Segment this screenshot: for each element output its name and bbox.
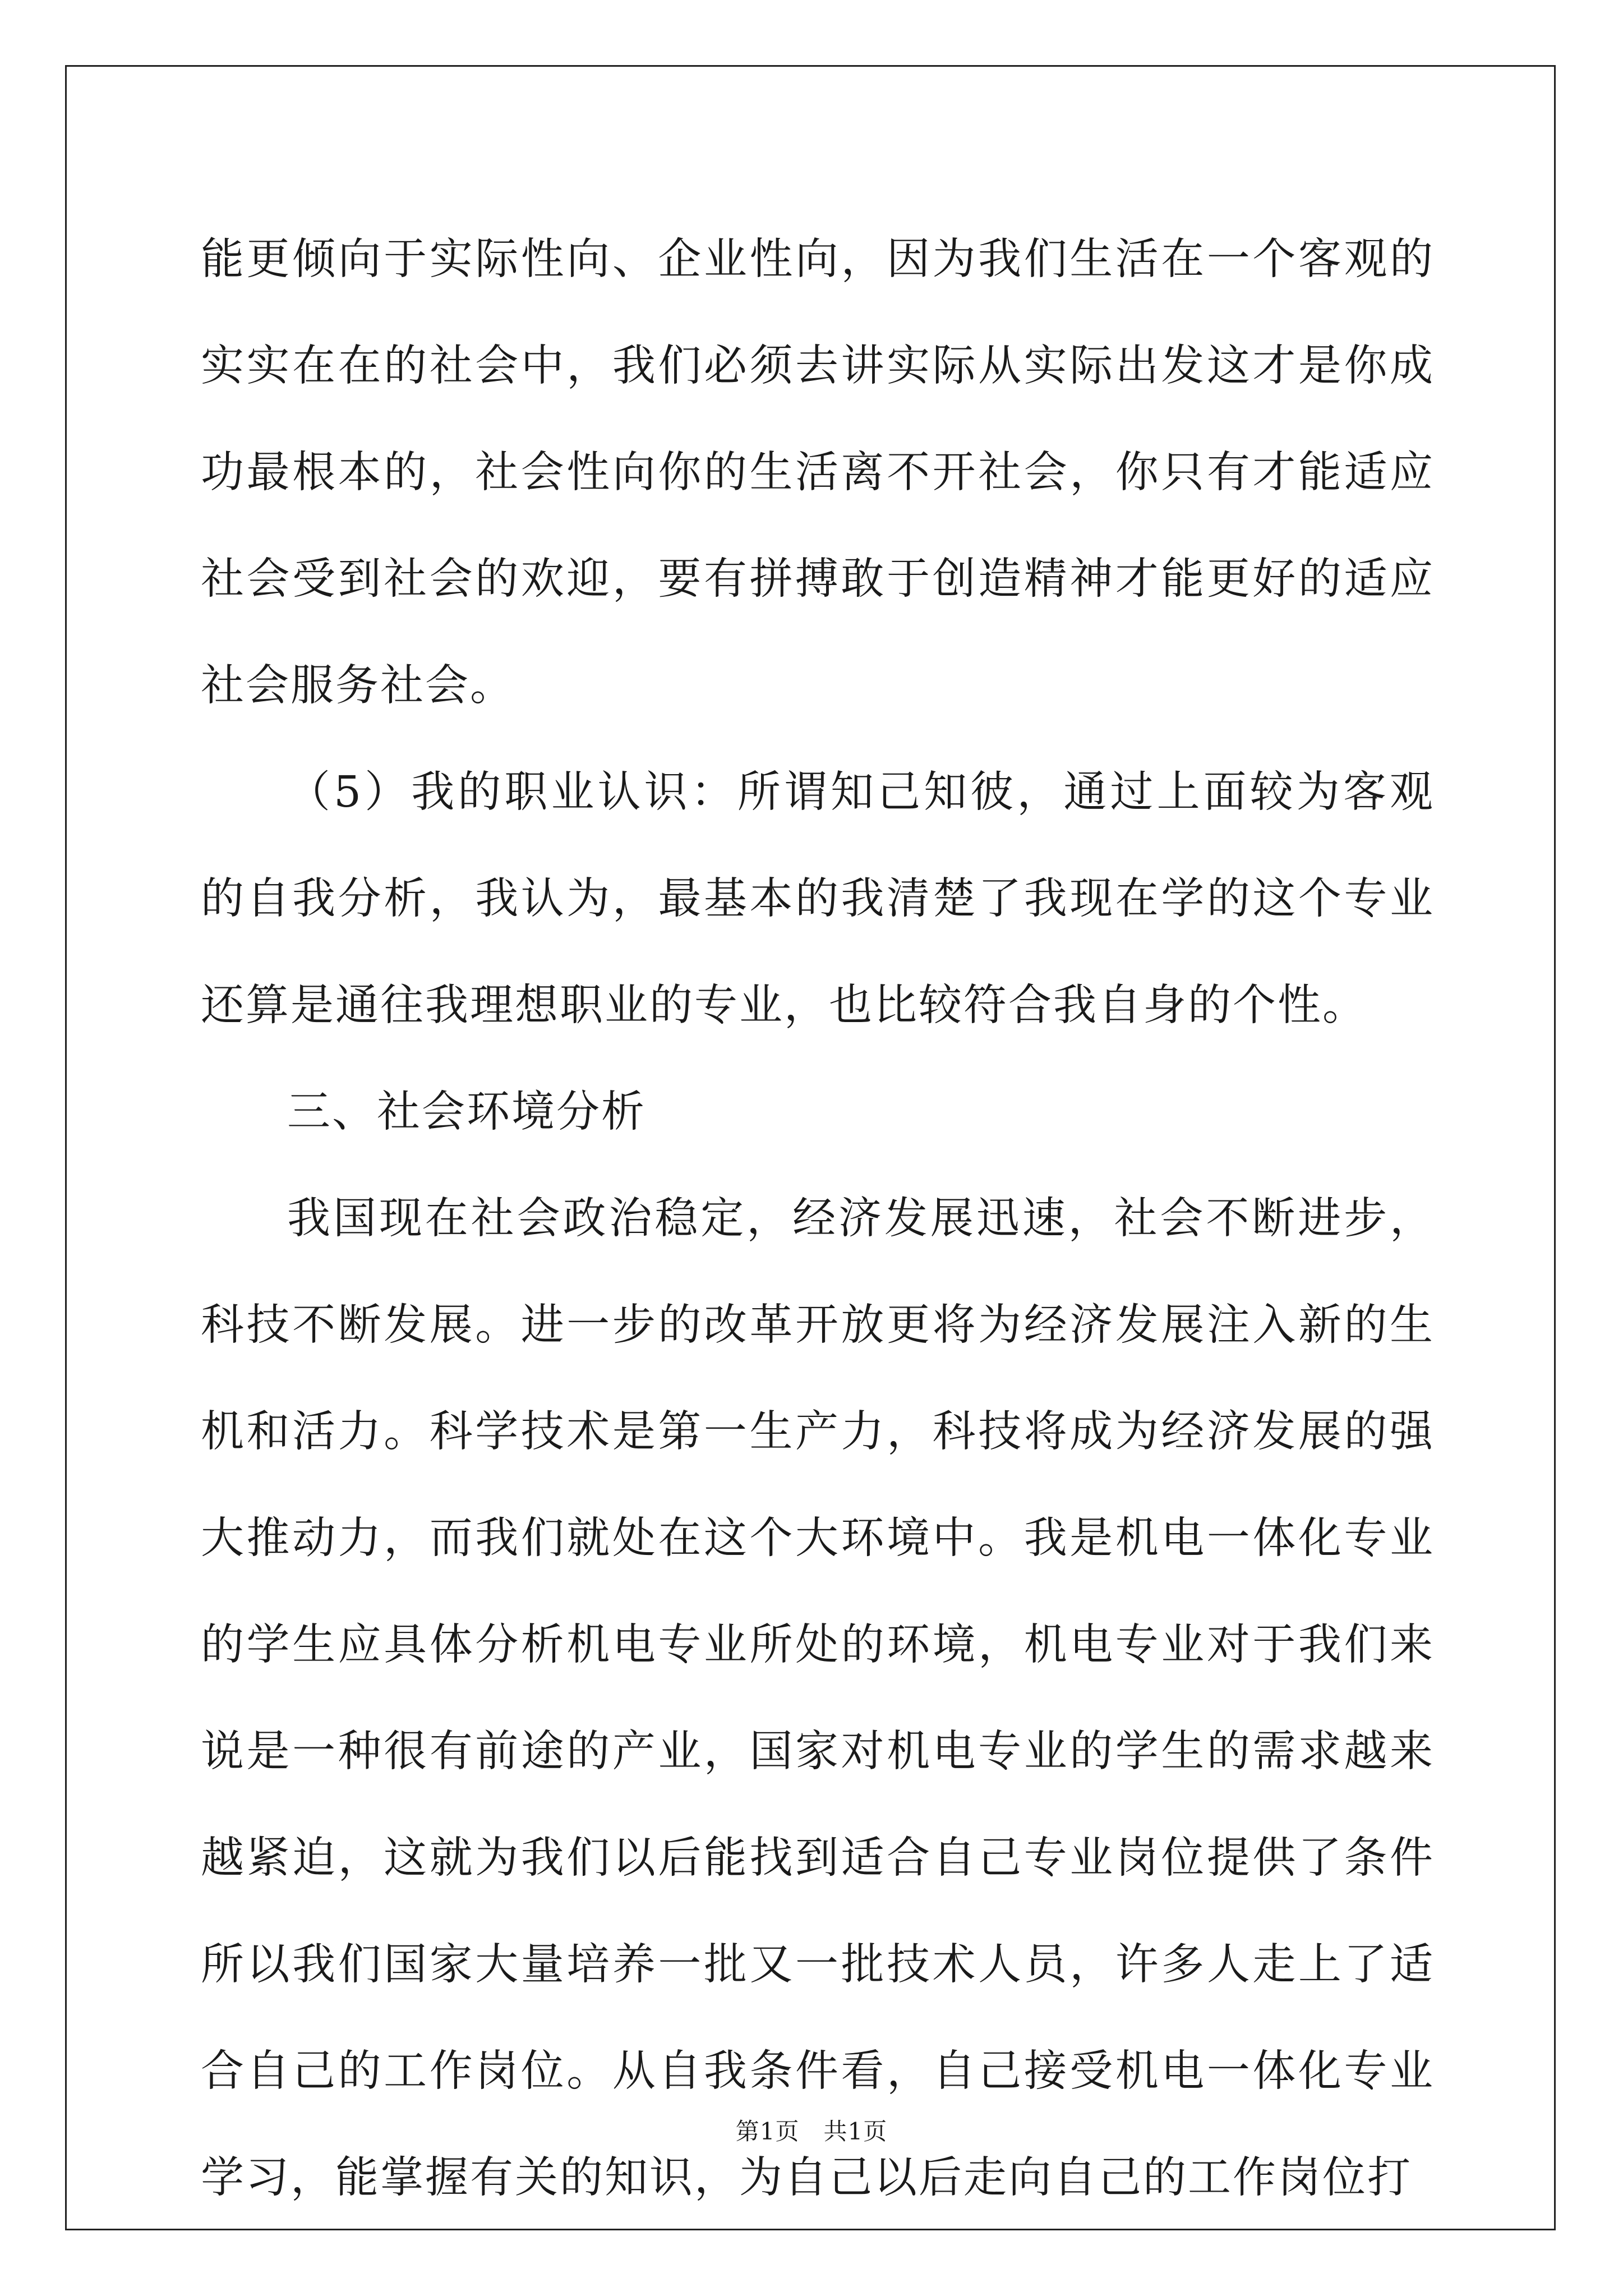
page-total: 共1页 bbox=[823, 2118, 888, 2145]
page-footer bbox=[0, 2115, 1623, 2148]
section-heading-social-environment: 三、社会环境分析 bbox=[287, 1087, 646, 1137]
paragraph-career-orientation: 能更倾向于实际性向、企业性向，因为我们生活在一个客观的实实在在的社会中，我们必须去讲实际从实际出发这才是你成功最根本的，社会性向你的生活离不开社会，你只有才能适应社会受到社会的欢迎，要有拼搏敢于创造精神才能更好的适应社会服务社会。 bbox=[201, 234, 1435, 711]
document-body bbox=[201, 206, 1435, 2231]
page-number: 第1页 bbox=[735, 2118, 800, 2145]
paragraph-career-recognition: （5）我的职业认识：所谓知己知彼，通过上面较为客观的自我分析，我认为，最基本的我清楚了我现在学的这个专业还算是通往我理想职业的专业，也比较符合我自身的个性。 bbox=[201, 767, 1435, 1030]
paragraph-social-environment: 我国现在社会政治稳定，经济发展迅速，社会不断进步，科技不断发展。进一步的改革开放更将为经济发展注入新的生机和活力。科学技术是第一生产力，科技将成为经济发展的强大推动力，而我们就处在这个大环境中。我是机电一体化专业的学生应具体分析机电专业所处的环境，机电专业对于我们来说是一种很有前途的产业，国家对机电专业的学生的需求越来越紧迫，这就为我们以后能找到适合自己专业岗位提供了条件所以我们国家大量培养一批又一批技术人员，许多人走上了适合自己的工作岗位。从自我条件看，自己接受机电一体化专业学习，能掌握有关的知识，为自己以后走向自己的工作岗位打 bbox=[201, 1194, 1435, 2203]
